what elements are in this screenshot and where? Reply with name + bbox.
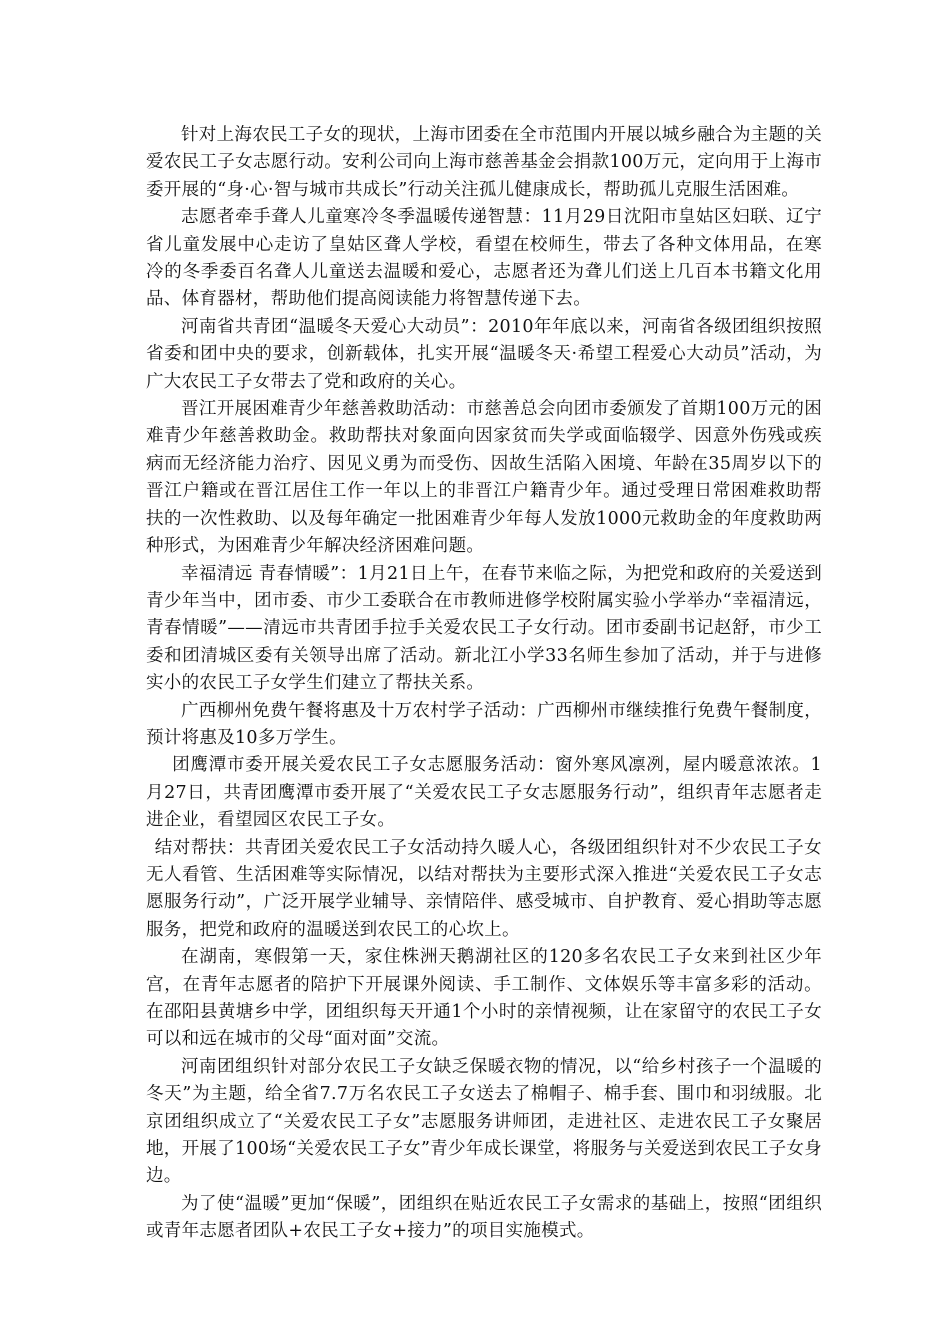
paragraph-hunan: 在湖南，寒假第一天，家住株洲天鹅湖社区的120多名农民工子女来到社区少年宫，在青年志愿者的陪护下开展课外阅读、手工制作、文体娱乐等丰富多彩的活动。在邵阳县黄塘乡中学，团组织每天开通1个小时的亲情视频，让在家留守的农民工子女可以和远在城市的父母“面对面”交流。 [146,947,822,1050]
paragraph-liuzhou-lunch: 广西柳州免费午餐将惠及十万农村学子活动：广西柳州市继续推行免费午餐制度，预计将惠及10多万学生。 [146,700,822,748]
paragraph-warmth-model: 为了使“温暖”更加“保暖”，团组织在贴近农民工子女需求的基础上，按照“团组织或青年志愿者团队+农民工子女+接力”的项目实施模式。 [146,1193,822,1242]
paragraph-qingyuan: 幸福清远 青春情暖”：1月21日上午，在春节来临之际，为把党和政府的关爱送到青少年当中，团市委、市少工委联合在市教师进修学校附属实验小学举办“幸福清远，青春情暖”——清远市共青团手拉手关爱农民工子女行动。团市委副书记赵舒，市少工委和团清城区委有关领导出席了活动。新北江小学33名师生参加了活动，并于与进修实小的农民工子女学生们建立了帮扶关系。 [146,563,822,694]
paragraph-jinjiang-aid: 晋江开展困难青少年慈善救助活动：市慈善总会向团市委颁发了首期100万元的困难青少年慈善救助金。救助帮扶对象面向因家贫而失学或面临辍学、因意外伤残或疾病而无经济能力治疗、因见义勇为而受伤、因故生活陷入困境、年龄在35周岁以下的晋江户籍或在晋江居住工作一年以上的非晋江户籍青少年。通过受理日常困难救助帮扶的一次性救助、以及每年确定一批困难青少年每人发放1000元救助金的年度救助两种形式，为困难青少年解决经济困难问题。 [146,399,822,557]
paragraph-shanghai: 针对上海农民工子女的现状，上海市团委在全市范围内开展以城乡融合为主题的关爱农民工子女志愿行动。安利公司向上海市慈善基金会捐款100万元，定向用于上海市委开展的“身·心·智与城市共成长”行动关注孤儿健康成长，帮助孤儿克服生活困难。 [146,125,822,200]
paragraph-henan-winter: 河南省共青团“温暖冬天爱心大动员”：2010年年底以来，河南省各级团组织按照省委和团中央的要求，创新载体，扎实开展“温暖冬天·希望工程爱心大动员”活动，为广大农民工子女带去了党和政府的关心。 [146,316,822,392]
document-body [146,122,822,1246]
paragraph-henan-beijing: 河南团组织针对部分农民工子女缺乏保暖衣物的情况，以“给乡村孩子一个温暖的冬天”为主题，给全省7.7万名农民工子女送去了棉帽子、棉手套、围巾和羽绒服。北京团组织成立了“关爱农民工子女”志愿服务讲师团，走进社区、走进农民工子女聚居地，开展了100场“关爱农民工子女”青少年成长课堂，将服务与关爱送到农民工子女身边。 [146,1056,822,1187]
paragraph-paired-support: 结对帮扶：共青团关爱农民工子女活动持久暖人心，各级团组织针对不少农民工子女无人看管、生活困难等实际情况，以结对帮扶为主要形式深入推进“关爱农民工子女志愿服务行动”，广泛开展学业辅导、亲情陪伴、感受城市、自护教育、爱心捐助等志愿服务，把党和政府的温暖送到农民工的心坎上。 [146,837,822,940]
paragraph-yingtan: 团鹰潭市委开展关爱农民工子女志愿服务活动：窗外寒风凛冽，屋内暖意浓浓。1月27日，共青团鹰潭市委开展了“关爱农民工子女志愿服务行动”，组织青年志愿者走进企业，看望园区农民工子女。 [146,755,822,831]
paragraph-shenyang-volunteers: 志愿者牵手聋人儿童寒冷冬季温暖传递智慧：11月29日沈阳市皇姑区妇联、辽宁省儿童发展中心走访了皇姑区聋人学校，看望在校师生，带去了各种文体用品，在寒冷的冬季委百名聋人儿童送去温暖和爱心，志愿者还为聋儿们送上几百本书籍文化用品、体育器材，帮助他们提高阅读能力将智慧传递下去。 [146,207,822,310]
